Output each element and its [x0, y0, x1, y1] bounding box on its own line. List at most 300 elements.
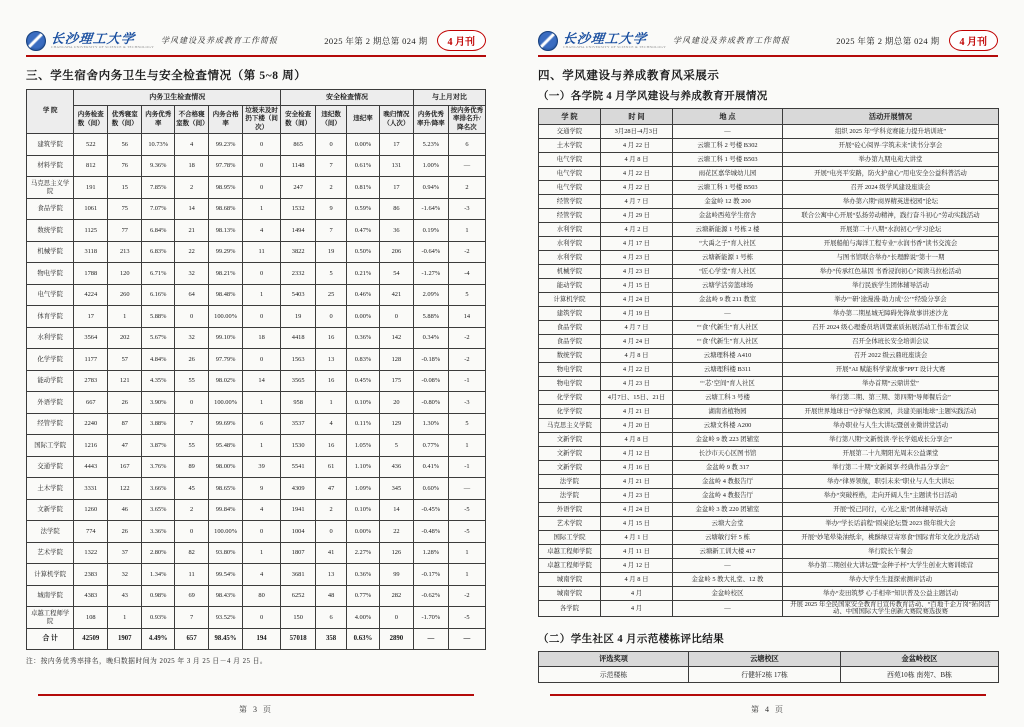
table-cell: 机械学院	[539, 265, 601, 279]
table-cell: 98.45%	[209, 628, 243, 650]
table-cell: 举办第九期电苑大讲堂	[783, 153, 999, 167]
table-cell: 0	[243, 155, 281, 177]
table-cell: 2240	[74, 413, 108, 435]
table-cell: 云塘新能源 1 号栋 2 楼	[673, 223, 783, 237]
table-cell: 9	[316, 198, 347, 220]
table-cell: 0.50%	[347, 241, 380, 263]
table-cell: 召开 2024 级学风建设座谈会	[783, 181, 999, 195]
table-cell: -0.48%	[413, 521, 448, 543]
table-row	[539, 209, 999, 223]
table-row	[27, 220, 486, 242]
table-cell: 2	[316, 499, 347, 521]
table-cell: 0.46%	[347, 284, 380, 306]
table-cell: 82	[175, 542, 209, 564]
table-cell: 5	[448, 284, 485, 306]
table-cell: 1	[448, 542, 485, 564]
table-cell: 4 月 29 日	[601, 209, 673, 223]
table-cell: 0	[243, 349, 281, 371]
column-header: 评选奖项	[539, 651, 689, 666]
table-cell: 6	[243, 413, 281, 435]
table-cell: -2	[448, 349, 485, 371]
subsection-title-activities: （一）各学院 4 月学风建设与养成教育开展情况	[538, 91, 768, 102]
table-cell: 0	[379, 306, 413, 328]
table-cell: 4 月 20 日	[601, 419, 673, 433]
table-cell: —	[673, 601, 783, 617]
table-cell: 长沙市天心区图书馆	[673, 447, 783, 461]
masthead-rule	[26, 55, 486, 57]
column-header: 时 间	[601, 109, 673, 125]
table-cell: 95.48%	[209, 435, 243, 457]
table-row	[27, 155, 486, 177]
column-header: 金盆岭校区	[841, 651, 999, 666]
table-cell: 开展船舶与海洋工程专业“水润书香”读书交流会	[783, 237, 999, 251]
table-cell: 云塘新工训大楼 417	[673, 545, 783, 559]
table-cell: 0	[379, 607, 413, 629]
table-cell: 2332	[281, 263, 316, 285]
table-cell: 19	[281, 306, 316, 328]
table-cell: 17	[379, 177, 413, 199]
table-cell: 26	[108, 521, 142, 543]
table-cell: 1125	[74, 220, 108, 242]
bulletin-name: 学风建设及养成教育工作简报	[161, 36, 279, 45]
table-cell: 4月7日、15日、21日	[601, 391, 673, 405]
table-cell: 522	[74, 134, 108, 156]
table-cell: 体育学院	[27, 306, 74, 328]
table-cell: 水利学院	[27, 327, 74, 349]
table-cell: 4 月 17 日	[601, 237, 673, 251]
table-cell: 61	[316, 456, 347, 478]
table-cell: 计算机学院	[539, 293, 601, 307]
table-cell: 湖南省植物园	[673, 405, 783, 419]
table-cell: 文新学院	[27, 499, 74, 521]
table-cell: 4 月	[601, 601, 673, 617]
table-cell: 3564	[74, 327, 108, 349]
table-cell: 5403	[281, 284, 316, 306]
table-cell: 0	[316, 521, 347, 543]
table-row	[539, 335, 999, 349]
table-cell: 金盆岭 9 教 317	[673, 461, 783, 475]
table-cell: 0	[243, 607, 281, 629]
table-cell: 89	[175, 456, 209, 478]
table-cell: 4418	[281, 327, 316, 349]
table-cell: 4 月 1 日	[601, 531, 673, 545]
table-cell: 1	[243, 392, 281, 414]
table-cell: 1494	[281, 220, 316, 242]
table-row	[27, 263, 486, 285]
table-cell: 131	[379, 155, 413, 177]
table-cell: 4 月 23 日	[601, 377, 673, 391]
table-cell: 2383	[74, 564, 108, 586]
table-cell: 191	[74, 177, 108, 199]
table-cell: -1.70%	[413, 607, 448, 629]
table-cell: —	[673, 559, 783, 573]
table-cell: 3.76%	[142, 456, 175, 478]
section-title-style-display: 四、学风建设与养成教育风采展示	[538, 70, 720, 82]
table-cell: 金盆岭 4 教报告厅	[673, 475, 783, 489]
table-cell: 0.77%	[413, 435, 448, 457]
month-badge: 4 月刊	[437, 30, 487, 51]
table-row	[27, 306, 486, 328]
table-cell: 云塘工科 1 号楼 B503	[673, 153, 783, 167]
table-cell: 举办“麦田筑梦 心手相牵”知识普及公益主题活动	[783, 587, 999, 601]
table-cell: 98.68%	[209, 198, 243, 220]
table-cell: 4 月 12 日	[601, 447, 673, 461]
table-row	[539, 279, 999, 293]
table-cell: 1216	[74, 435, 108, 457]
table-cell: 36	[379, 220, 413, 242]
table-cell: 421	[379, 284, 413, 306]
table-cell: 4 月 11 日	[601, 545, 673, 559]
table-cell: 4 月	[601, 587, 673, 601]
table-cell: 6.71%	[142, 263, 175, 285]
table-cell: 46	[108, 499, 142, 521]
table-cell: 计算机学院	[27, 564, 74, 586]
table-cell: 举行院长午餐会	[783, 545, 999, 559]
table-cell: 4.35%	[142, 370, 175, 392]
table-row	[539, 517, 999, 531]
table-row	[27, 628, 486, 650]
table-cell: 1	[243, 284, 281, 306]
table-cell: 4	[243, 220, 281, 242]
table-row	[27, 521, 486, 543]
table-cell: 1.00%	[413, 155, 448, 177]
table-cell: 0	[175, 392, 209, 414]
table-cell: 举办第六期“商界精英进校园”论坛	[783, 195, 999, 209]
table-cell: 7	[316, 155, 347, 177]
table-cell: -0.80%	[413, 392, 448, 414]
table-row	[27, 284, 486, 306]
table-cell: —	[448, 628, 485, 650]
table-row	[27, 478, 486, 500]
table-cell: 0.61%	[347, 155, 380, 177]
table-cell: 0.83%	[347, 349, 380, 371]
table-cell: 16	[316, 435, 347, 457]
table-cell: 5.23%	[413, 134, 448, 156]
table-cell: 0	[243, 306, 281, 328]
issue-label: 2025 年第 2 期总第 024 期	[836, 35, 940, 46]
table-row	[27, 413, 486, 435]
table-cell: -2	[448, 241, 485, 263]
table-cell: 6.84%	[142, 220, 175, 242]
table-cell: 举办“学长话前程”圆桌论坛暨 2023 级年级大会	[783, 517, 999, 531]
table-cell: 3537	[281, 413, 316, 435]
table-cell: 4 月 23 日	[601, 489, 673, 503]
table-cell: 4 月 21 日	[601, 405, 673, 419]
table-cell: 1807	[281, 542, 316, 564]
table-cell: 能动学院	[27, 370, 74, 392]
table-cell: 雨花区嘉华城幼儿园	[673, 167, 783, 181]
table-cell: 1004	[281, 521, 316, 543]
table-cell: 16	[316, 327, 347, 349]
table-row	[27, 542, 486, 564]
table-row	[27, 456, 486, 478]
table-cell: 1	[316, 392, 347, 414]
table-cell: 0	[316, 134, 347, 156]
bulletin-name: 学风建设及养成教育工作简报	[673, 36, 791, 45]
table-cell: 经管学院	[27, 413, 74, 435]
table-cell: 98.43%	[209, 585, 243, 607]
page-footer	[538, 694, 998, 715]
table-cell: —	[673, 125, 783, 139]
column-header: 内务检查数（间）	[74, 106, 108, 134]
table-cell: 4 月 2 日	[601, 223, 673, 237]
table-cell: 1260	[74, 499, 108, 521]
table-cell: 开展“电亮平安路，防火护童心”用电安全公益科普活动	[783, 167, 999, 181]
table-cell: 1322	[74, 542, 108, 564]
table-footnote: 注：按内务优秀率排名，晚归数据时间为 2025 年 3 月 25 日－4 月 25 日。	[26, 658, 268, 666]
table-row	[27, 241, 486, 263]
table-cell: 开展“砼心阅界·字筑未来”读书分享会	[783, 139, 999, 153]
table-cell: 99.23%	[209, 134, 243, 156]
table-row	[539, 377, 999, 391]
table-cell: 开展第二十八期“水润初心”学习论坛	[783, 223, 999, 237]
table-cell: 电气学院	[27, 284, 74, 306]
table-cell: 1530	[281, 435, 316, 457]
table-cell: 47	[316, 478, 347, 500]
table-cell: 99.84%	[209, 499, 243, 521]
table-cell: 4 月 15 日	[601, 517, 673, 531]
table-row	[539, 321, 999, 335]
table-cell: 14	[448, 306, 485, 328]
table-cell: 4 月 7 日	[601, 195, 673, 209]
table-cell: 云塘理科楼 A410	[673, 349, 783, 363]
page-4	[512, 0, 1024, 727]
table-cell: 0	[243, 263, 281, 285]
table-cell: 10.73%	[142, 134, 175, 156]
table-cell: 1563	[281, 349, 316, 371]
table-cell: 4 月 22 日	[601, 181, 673, 195]
dorm-award-table	[538, 651, 999, 683]
table-cell: 20	[379, 392, 413, 414]
table-cell: 水利学院	[539, 251, 601, 265]
table-cell: 国际工学院	[27, 435, 74, 457]
table-cell: 0.19%	[413, 220, 448, 242]
table-cell: 2	[448, 177, 485, 199]
dorm-award-table-body	[539, 666, 999, 682]
table-cell: 1	[243, 542, 281, 564]
table-cell: 13	[316, 349, 347, 371]
table-cell: 98.13%	[209, 220, 243, 242]
table-cell: 87	[108, 413, 142, 435]
table-row	[539, 125, 999, 139]
table-cell: 6	[316, 607, 347, 629]
table-row	[539, 666, 999, 682]
table-cell: 5541	[281, 456, 316, 478]
table-cell: 2890	[379, 628, 413, 650]
table-cell: 2	[316, 177, 347, 199]
table-row	[539, 475, 999, 489]
table-row	[27, 198, 486, 220]
table-cell: 4 月 21 日	[601, 475, 673, 489]
table-cell: 98.65%	[209, 478, 243, 500]
table-cell: 86	[379, 198, 413, 220]
table-cell: 69	[175, 585, 209, 607]
table-cell: 45	[175, 478, 209, 500]
column-header: 学 院	[539, 109, 601, 125]
hygiene-table-header	[27, 90, 486, 134]
table-cell: 55	[175, 435, 209, 457]
table-cell: 0.00%	[347, 134, 380, 156]
table-cell: 98.48%	[209, 284, 243, 306]
table-cell: 16	[316, 370, 347, 392]
table-cell: -0.45%	[413, 499, 448, 521]
table-cell: 电气学院	[539, 167, 601, 181]
column-header: 垃圾未及时扔下楼（间次）	[243, 106, 281, 134]
table-cell: 2.09%	[413, 284, 448, 306]
table-row	[539, 601, 999, 617]
column-header: 违纪数（间）	[316, 106, 347, 134]
table-cell: 举办“传承红色基因 书香浸润初心”阅读马拉松活动	[783, 265, 999, 279]
table-cell: 举办“‘研’途漫漫·助力成‘公’”经验分享会	[783, 293, 999, 307]
table-cell: 100.00%	[209, 306, 243, 328]
table-cell: 金盆岭 9 教 211 教室	[673, 293, 783, 307]
table-cell: 数统学院	[27, 220, 74, 242]
table-cell: 举办“律界领航，职引未来”职业与人生大讲坛	[783, 475, 999, 489]
school-name-block	[563, 32, 666, 50]
table-cell: —	[413, 628, 448, 650]
table-row	[539, 447, 999, 461]
table-cell: 举行第八期“文新悦读·学长学姐成长分享会”	[783, 433, 999, 447]
table-cell: 93.52%	[209, 607, 243, 629]
table-cell: 卓越工程师学院	[539, 559, 601, 573]
table-cell: 4.00%	[347, 607, 380, 629]
table-cell: 召开 2024 级心理委员培训暨素质拓展活动工作布置会议	[783, 321, 999, 335]
table-cell: 5	[379, 435, 413, 457]
table-cell: 化学学院	[539, 405, 601, 419]
table-cell: 示范楼栋	[539, 666, 689, 682]
table-cell: 11	[175, 564, 209, 586]
table-row	[27, 435, 486, 457]
table-cell: 57	[108, 349, 142, 371]
column-header: 云塘校区	[689, 651, 841, 666]
table-cell: 4 月 8 日	[601, 153, 673, 167]
table-row	[539, 545, 999, 559]
table-cell: 358	[316, 628, 347, 650]
table-cell: 城南学院	[27, 585, 74, 607]
table-cell: 26	[108, 392, 142, 414]
table-cell: 55	[175, 370, 209, 392]
table-cell: 64	[175, 284, 209, 306]
table-cell: 云塘文科楼 A200	[673, 419, 783, 433]
table-cell: 外语学院	[27, 392, 74, 414]
table-cell: 122	[108, 478, 142, 500]
table-cell: 3.87%	[142, 435, 175, 457]
footer-rule	[38, 694, 474, 696]
table-cell: 1907	[108, 628, 142, 650]
table-cell: 7.07%	[142, 198, 175, 220]
table-cell: 0.00%	[347, 306, 380, 328]
table-row	[539, 391, 999, 405]
table-cell: 0.47%	[347, 220, 380, 242]
table-cell: 艺术学院	[539, 517, 601, 531]
table-cell: 0	[175, 521, 209, 543]
table-cell: 657	[175, 628, 209, 650]
table-cell: 1148	[281, 155, 316, 177]
table-cell: 142	[379, 327, 413, 349]
table-cell: 126	[379, 542, 413, 564]
table-cell: 865	[281, 134, 316, 156]
table-cell: 25	[316, 284, 347, 306]
table-cell: 43	[108, 585, 142, 607]
table-cell: 卓越工程师学院	[539, 545, 601, 559]
table-cell: -3	[448, 198, 485, 220]
table-cell: 22	[175, 241, 209, 263]
school-name: 长沙理工大学	[50, 30, 136, 46]
table-row	[539, 237, 999, 251]
school-name: 长沙理工大学	[562, 30, 648, 46]
table-row	[539, 153, 999, 167]
table-cell: 各学院	[539, 601, 601, 617]
table-cell: 194	[243, 628, 281, 650]
column-header: 地 点	[673, 109, 783, 125]
table-cell: 机械学院	[27, 241, 74, 263]
table-cell: 文新学院	[539, 447, 601, 461]
table-cell: 6	[448, 134, 485, 156]
table-cell: 土木学院	[539, 139, 601, 153]
table-cell: “匠心学堂”育人社区	[673, 265, 783, 279]
column-header: 内务合格率	[209, 106, 243, 134]
table-cell: 167	[108, 456, 142, 478]
table-cell: 合 计	[27, 628, 74, 650]
table-row	[539, 531, 999, 545]
table-cell: 1	[243, 435, 281, 457]
table-cell: 城南学院	[539, 573, 601, 587]
table-cell: -0.64%	[413, 241, 448, 263]
table-cell: 4 月 7 日	[601, 321, 673, 335]
table-cell: 7	[175, 607, 209, 629]
table-cell: 文新学院	[539, 433, 601, 447]
table-cell: -4	[448, 263, 485, 285]
table-cell: 3331	[74, 478, 108, 500]
table-cell: -0.18%	[413, 349, 448, 371]
table-cell: 金盆岭西苑学生宿舍	[673, 209, 783, 223]
table-cell: 1	[448, 220, 485, 242]
table-cell: 1941	[281, 499, 316, 521]
table-row	[27, 370, 486, 392]
table-cell: 1.05%	[347, 435, 380, 457]
table-cell: 97.79%	[209, 349, 243, 371]
school-name-block	[51, 32, 154, 50]
table-cell: 4 月 19 日	[601, 307, 673, 321]
table-cell: 98.95%	[209, 177, 243, 199]
table-cell: 80	[243, 585, 281, 607]
table-cell: 206	[379, 241, 413, 263]
table-cell: 举办首期“云鼎讲堂”	[783, 377, 999, 391]
table-cell: -1.64%	[413, 198, 448, 220]
table-cell: 4 月 8 日	[601, 573, 673, 587]
table-cell: 4 月 24 日	[601, 335, 673, 349]
table-cell: 17	[74, 306, 108, 328]
table-cell: -5	[448, 521, 485, 543]
masthead-rule	[538, 55, 998, 57]
table-cell: -0.62%	[413, 585, 448, 607]
table-cell: -2	[448, 585, 485, 607]
table-cell: 0.59%	[347, 198, 380, 220]
table-cell: 1788	[74, 263, 108, 285]
table-cell: 260	[108, 284, 142, 306]
table-cell: 4309	[281, 478, 316, 500]
table-cell: 18	[175, 155, 209, 177]
table-cell: 化学学院	[539, 391, 601, 405]
table-cell: 0	[175, 306, 209, 328]
table-cell: 0.10%	[347, 499, 380, 521]
table-cell: 开展“妙笔晕染油纸伞，桃酥绿豆寄寒食”国际青年文化沙龙活动	[783, 531, 999, 545]
table-cell: 建筑学院	[539, 307, 601, 321]
table-cell: 金盆岭 3 教 220 团辅室	[673, 503, 783, 517]
table-cell: 西苑10栋 南苑7、B栋	[841, 666, 999, 682]
table-cell: 举行第二期、第三期、第四期“导师餐后会”	[783, 391, 999, 405]
table-cell: 0.63%	[347, 628, 380, 650]
